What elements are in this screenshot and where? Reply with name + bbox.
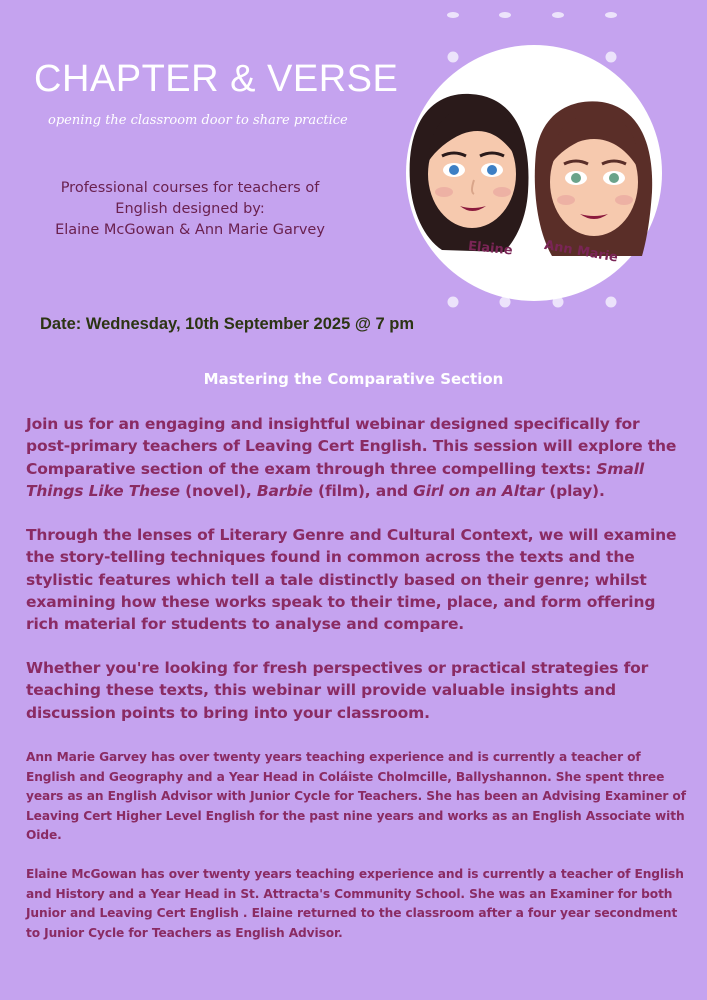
webinar-title: Mastering the Comparative Section: [203, 370, 504, 388]
p1-text-b: (novel),: [179, 481, 257, 500]
brand-title: CHAPTER & VERSE: [34, 58, 399, 100]
webinar-focus: Through the lenses of Literary Genre and Cultural Context, we will examine the story-telling techniques found in common across the texts and the stylistic features which tell a tale distinctly based on their genre; whilst examining how these works speak to their time, place, and form offering rich material for students to analyse and compare.: [26, 526, 677, 634]
intro-text: [40, 178, 340, 241]
p1-text-d: (play).: [543, 481, 605, 500]
text-title-small-things: Small Things Like These: [26, 459, 645, 500]
ann-marie-avatar-icon: [535, 101, 652, 256]
elaine-name-label: Elaine: [467, 238, 514, 259]
event-date: Date: Wednesday, 10th September 2025 @ 7 pm: [40, 315, 415, 333]
tagline: opening the classroom door to share practice: [48, 113, 348, 128]
webinar-benefits: Whether you're looking for fresh perspectives or practical strategies for teaching these texts, this webinar will provide valuable insights and discussion points to bring into your classroom.: [26, 659, 649, 722]
text-title-barbie: Barbie: [256, 481, 313, 500]
intro-line-2: English designed by:: [115, 201, 265, 217]
p1-text-c: (film), and: [312, 481, 414, 500]
presenters-portrait: [402, 42, 667, 304]
intro-line-3: Elaine McGowan & Ann Marie Garvey: [55, 222, 325, 238]
text-title-girl-on-an-altar: Girl on an Altar: [413, 481, 544, 500]
intro-line-1: Professional courses for teachers of: [60, 180, 320, 196]
ann-marie-bio: Ann Marie Garvey has over twenty years teaching experience and is currently a teacher of English and Geography and a Year Head in Coláiste Cholmcille, Ballyshannon. She spent three years as an English Advisor with Junior Cycle for Teachers. She has been an Advising Examiner of Leaving Cert Higher Level English for the past nine years and works as an English Associate with Oide.: [26, 750, 686, 842]
ann-marie-name-label: Ann Marie: [543, 237, 620, 266]
p1-text-a: Join us for an engaging and insightful webinar designed specifically for post-primary teachers of Leaving Cert English. This session will explore the Comparative section of the exam through three compelling texts:: [26, 415, 677, 478]
webinar-description: [26, 413, 686, 502]
elaine-avatar-icon: [410, 94, 529, 252]
elaine-bio: Elaine McGowan has over twenty years teaching experience and is currently a teacher of English and History and a Year Head in St. Attracta's Community School. She was an Examiner for both Junior and Leaving Cert English . Elaine returned to the classroom after a four year secondment to Junior Cycle for Teachers as English Advisor.: [26, 867, 684, 940]
